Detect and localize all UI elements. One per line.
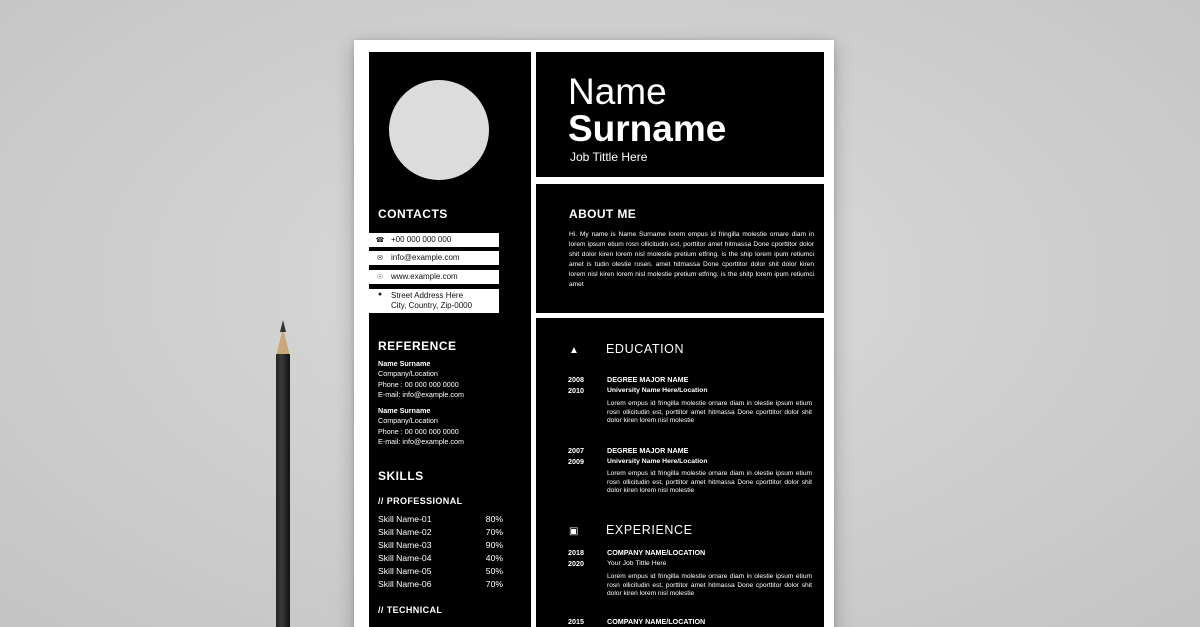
last-name: Surname: [568, 108, 727, 149]
year-start: 2008: [568, 375, 584, 384]
reference-item: [378, 359, 464, 400]
skills-heading: SKILLS: [378, 469, 424, 483]
experience-heading: EXPERIENCE: [606, 523, 693, 537]
education-description: Lorem empus id fringilla molestie ornare diam in olestie ipsum etium rosn ollicitudin est, porttitor amet hitmassa Done cporttitor dolor shit dolor kiren lorem nisl molestie: [607, 400, 812, 425]
skill-name: Skill Name-03: [378, 540, 432, 550]
degree-name: DEGREE MAJOR NAME: [607, 375, 689, 384]
skill-row: [378, 513, 503, 526]
company-name: COMPANY NAME/LOCATION: [607, 617, 706, 626]
skill-level: 40%: [485, 553, 503, 563]
header-block: [536, 52, 824, 177]
resume-paper: [354, 40, 834, 627]
reference-company: Company/Location: [378, 416, 438, 426]
company-name: COMPANY NAME/LOCATION: [607, 548, 706, 557]
contact-phone: [369, 233, 499, 247]
job-title: Job Tittle Here: [570, 150, 648, 164]
address-line-2: City, Country, Zip-0000: [391, 301, 473, 310]
left-sidebar: [369, 52, 531, 627]
position-title: Your Job Tittle Here: [607, 560, 667, 567]
about-block: [536, 184, 824, 313]
contact-address-text: [391, 291, 472, 311]
contact-website: [369, 270, 499, 284]
reference-company: Company/Location: [378, 369, 438, 379]
contact-phone-text: +00 000 000 000: [391, 235, 452, 244]
education-years: [568, 445, 584, 467]
year-end: 2009: [568, 457, 584, 466]
skill-name: Skill Name-01: [378, 514, 432, 524]
skill-name: Skill Name-02: [378, 527, 432, 537]
year-start: 2015: [568, 617, 584, 626]
map-pin-icon: ●: [377, 291, 383, 298]
reference-phone: Phone : 00 000 000 0000: [378, 379, 459, 389]
contact-email: [369, 251, 499, 265]
year-start: 2007: [568, 446, 584, 455]
contact-email-text: info@example.com: [391, 253, 460, 262]
skill-level: 70%: [485, 579, 503, 589]
skill-level: 50%: [485, 566, 503, 576]
reference-name: Name Surname: [378, 359, 431, 368]
pencil-body: [276, 354, 290, 627]
first-name: Name: [568, 71, 667, 112]
briefcase-icon: ▣: [569, 526, 579, 537]
graduation-cap-icon: ▲: [569, 345, 579, 356]
pencil-lead: [280, 320, 286, 332]
professional-skills-heading: // PROFESSIONAL: [378, 496, 463, 506]
university-name: University Name Here/Location: [607, 387, 708, 394]
main-content: [536, 52, 824, 627]
about-heading: ABOUT ME: [569, 207, 637, 221]
history-block: [536, 318, 824, 627]
year-end: 2010: [568, 386, 584, 395]
professional-skills-list: [378, 513, 503, 591]
skill-level: 70%: [485, 527, 503, 537]
education-heading: EDUCATION: [606, 342, 685, 356]
skill-level: 80%: [485, 514, 503, 524]
reference-heading: REFERENCE: [378, 339, 457, 353]
technical-skills-heading: // TECHNICAL: [378, 605, 443, 615]
degree-name: DEGREE MAJOR NAME: [607, 446, 689, 455]
skill-name: Skill Name-04: [378, 553, 432, 563]
contact-address: [369, 289, 499, 313]
about-text: Hi. My name is Name Surname lorem empus id fringilla molestie ornare diam in lorem ipsum etium rosn ollicitudin est, porttitor amet hitmassa Done cporttitor dolor shit dolor kiren lorem nisl molestie pretium etfring. is the ship lorem ipum retiumci amet is tudin olestie rosen. amet hitmassa Done cporttitor dolor shit dolor kiren lorem nisl kiren lorem nisl molestie pretium etfring. is the shitp lorem ipum retiumci amet: [569, 231, 814, 288]
address-line-1: Street Address Here: [391, 291, 464, 300]
contacts-heading: CONTACTS: [378, 207, 448, 221]
reference-name: Name Surname: [378, 406, 431, 415]
education-years: [568, 374, 584, 396]
pencil: [270, 320, 296, 627]
envelope-icon: ✉: [377, 255, 383, 262]
profile-photo-placeholder: [389, 80, 489, 180]
experience-years: [568, 616, 584, 627]
reference-email: E-mail: info@example.com: [378, 389, 464, 399]
reference-item: [378, 406, 464, 447]
phone-icon: ☎: [375, 237, 385, 244]
skill-name: Skill Name-05: [378, 566, 432, 576]
skill-row: [378, 552, 503, 565]
reference-email: E-mail: info@example.com: [378, 436, 464, 446]
education-description: Lorem empus id fringilla molestie ornare diam in olestie ipsum etium rosn ollicitudin est, porttitor amet hitmassa Done cporttitor dolor shit dolor kiren lorem nisl molestie: [607, 470, 812, 495]
year-end: 2020: [568, 559, 584, 568]
experience-description: Lorem empus id fringilla molestie ornare diam in olestie ipsum etium rosn ollicitudin est, porttitor amet hitmassa Done cporttitor dolor shit dolor kiren lorem nisl molestie: [607, 573, 812, 598]
globe-icon: ☉: [376, 274, 384, 281]
pencil-tip: [276, 328, 290, 356]
skill-level: 90%: [485, 540, 503, 550]
skill-row: [378, 578, 503, 591]
skill-name: Skill Name-06: [378, 579, 432, 589]
university-name: University Name Here/Location: [607, 458, 708, 465]
reference-phone: Phone : 00 000 000 0000: [378, 426, 459, 436]
contact-website-text: www.example.com: [391, 272, 458, 281]
skill-row: [378, 539, 503, 552]
skill-row: [378, 526, 503, 539]
experience-years: [568, 547, 584, 569]
skill-row: [378, 565, 503, 578]
year-start: 2018: [568, 548, 584, 557]
